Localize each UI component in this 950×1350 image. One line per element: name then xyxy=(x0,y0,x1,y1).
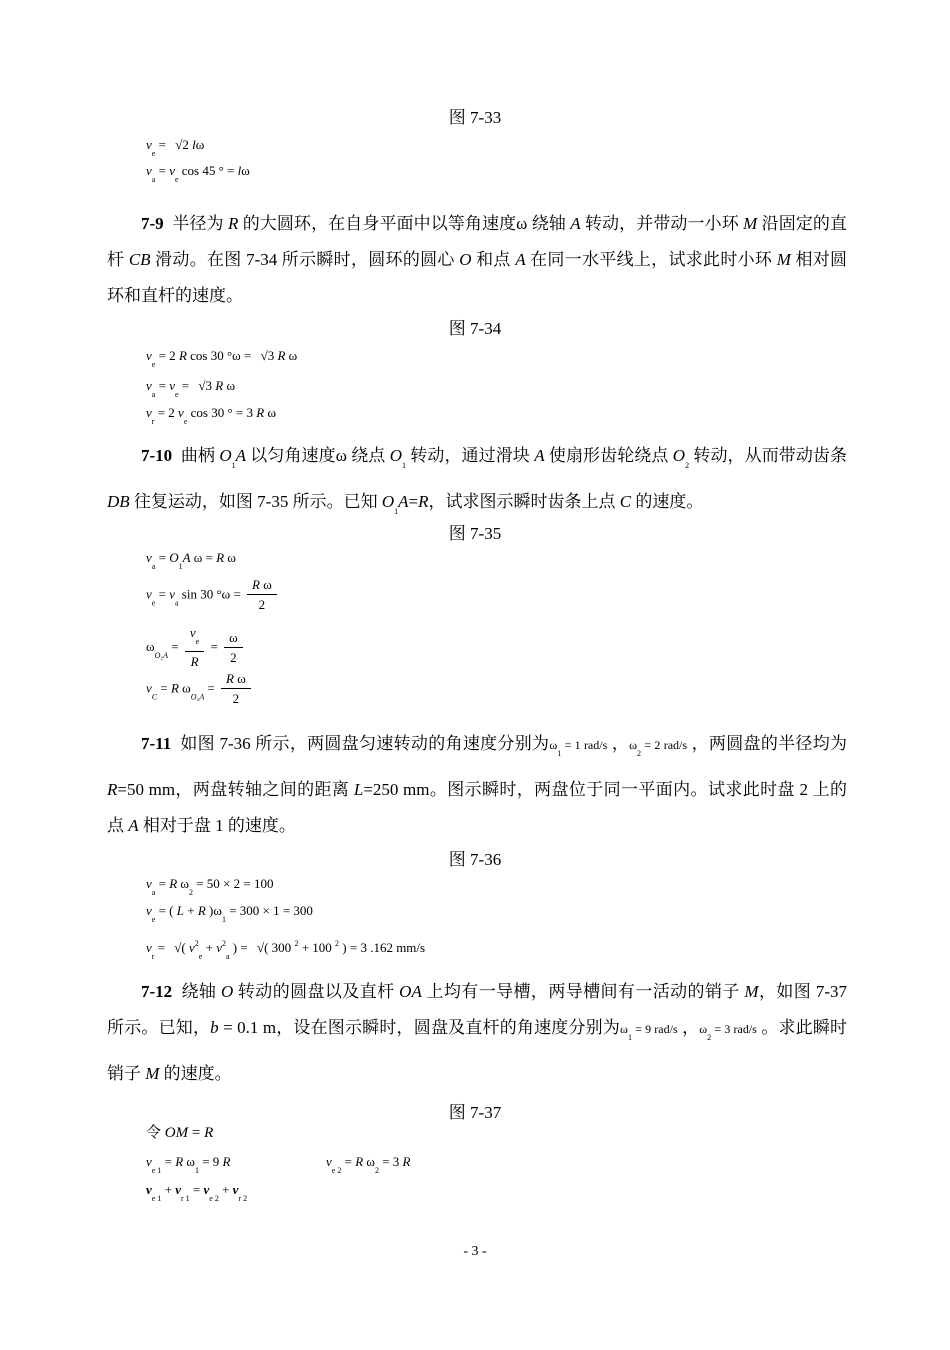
problem-7-11: 7-11 如图 7-36 所示，两圆盘匀速转动的角速度分别为$\omega_1 = 1$ rad/s ，$\omega_2 = 2$ rad/s ，两圆盘的半径均为 R=50 mm，两盘转轴之间的距离 L=250 mm。图示瞬时，两盘位于同一平面内。试求此时盘 2 上的点 A 相对于盘 1 的速度。 xyxy=(107,734,848,835)
equation-7-34-2: $v_a = v_e = √3$ R ω xyxy=(146,378,236,399)
equation-7-36-2: $v_e$ = ( L + R )$\omega_1 = 300 \times 1 = 300$ xyxy=(146,903,313,924)
figure-caption-7-34: 图 7-34 xyxy=(448,319,502,338)
equation-7-34-1: $v_e = 2$ R cos 30 °ω = √3 R ω xyxy=(146,348,298,369)
problem-number: 7-9 xyxy=(141,214,164,233)
equation-7-33-1: $v_e = √2$ lω xyxy=(146,137,205,158)
equation-7-35-4: $v_C = R$ $\omega_{O_2A}$ = $\frac{\text{R ω}}{2}$ xyxy=(146,670,254,709)
equation-7-35-3: $\omega_{O_2A}$ = $\frac{v_e}{R}$ = $\frac{\omega}{2}$ xyxy=(146,624,246,672)
problem-7-10: 7-10 曲柄 $O_1A$ 以匀角速度ω 绕点 $O_1$ 转动，通过滑块 A 使扇形齿轮绕点 $O_2$ 转动，从而带动齿条 DB 往复运动，如图 7-35 所示。已知 $O_1A=R$，试求图示瞬时齿条上点 C 的速度。 xyxy=(107,446,848,516)
equation-7-35-1: $v_a = O_1A$ ω = R ω xyxy=(146,550,236,571)
problem-7-12: 7-12 绕轴 O 转动的圆盘以及直杆 OA 上均有一导槽，两导槽间有一活动的销子 M，如图 7-37 所示。已知，b = 0.1 m，设在图示瞬时，圆盘及直杆的角速度分别为$\omega_1 = 9$ rad/s ，$\omega_2 = 3$ rad/s 。求此瞬时销子 M 的速度。 xyxy=(107,982,848,1083)
equation-7-37-3: $v_{e 2} = R$ $\omega_2 = 3$ R xyxy=(326,1154,411,1175)
equation-7-33-2: $v_a = v_e$ cos 45 ° = lω xyxy=(146,163,250,184)
equation-7-37-2: $v_{e 1} = R$ $\omega_1 = 9$ R xyxy=(146,1154,231,1175)
problem-7-9: 7-9 半径为 R 的大圆环，在自身平面中以等角速度ω 绕轴 A 转动，并带动一小环 M 沿固定的直杆 CB 滑动。在图 7-34 所示瞬时，圆环的圆心 O 和点 A 在同一水平线上，试求此时小环 M 相对圆环和直杆的速度。 xyxy=(107,214,848,305)
equation-7-37-1: 令 OM = R xyxy=(146,1125,214,1141)
problem-number: 7-10 xyxy=(141,446,173,465)
figure-caption-7-33: 图 7-33 xyxy=(448,108,502,127)
equation-7-35-2: $v_e = v_a$ sin 30 °ω = $\frac{\text{R ω}}{2}$ xyxy=(146,576,280,615)
figure-caption-7-36: 图 7-36 xyxy=(448,850,502,869)
figure-caption-7-35: 图 7-35 xyxy=(448,524,502,543)
page-number: - 3 - xyxy=(463,1244,487,1259)
problem-number: 7-12 xyxy=(141,982,173,1001)
equation-7-34-3: $v_r = 2$ $v_e$ cos 30 ° = 3 R ω xyxy=(146,405,277,426)
equation-7-36-1: $v_a = R$ $\omega_2 = 50 \times 2 = 100$ xyxy=(146,876,274,897)
figure-caption-7-37: 图 7-37 xyxy=(448,1103,502,1122)
equation-7-37-4: $v_{e 1} + v_{r 1} = v_{e 2} + v_{r 2}$ xyxy=(146,1182,248,1203)
equation-7-36-3: $v_r$ = √( $v^2_e + v^2_a$ ) = √( 300 $^2$ + 100 $^2$ ) = 3 .162 mm/s xyxy=(146,939,426,961)
problem-number: 7-11 xyxy=(141,734,172,753)
